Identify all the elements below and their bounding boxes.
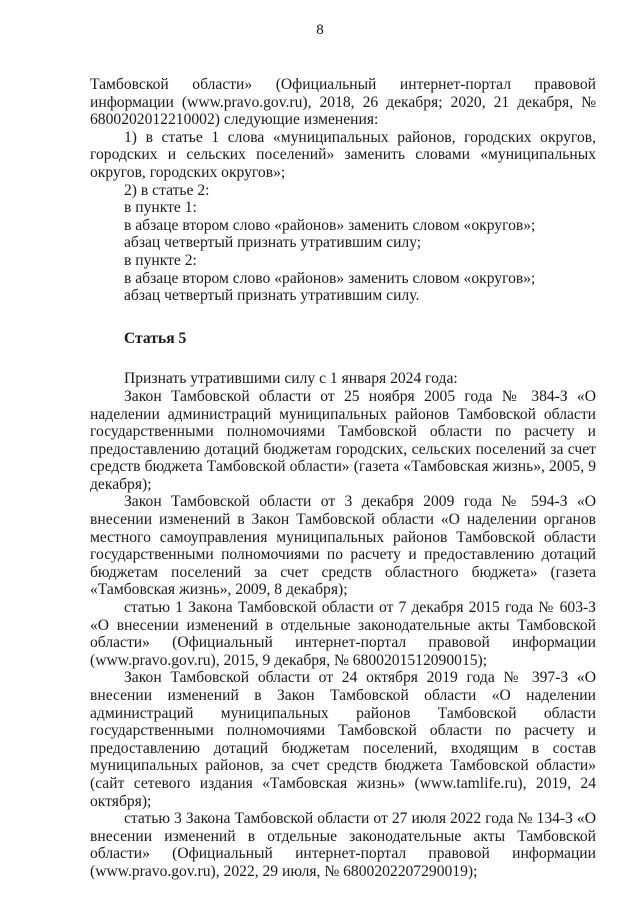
point-1-change: в абзаце втором слово «районов» заменить словом «округов»; [124,216,536,234]
point-2-change: в абзаце втором слово «районов» заменить словом «округов»; [124,269,536,287]
article-heading: Статья 5 [124,329,187,347]
point-1-label: в пункте 1: [124,199,197,217]
repealed-law-2: Закон Тамбовской области от 3 декабря 2009 года № 594-З «О внесении изменений в Закон Тамбовской области «О наделении органов местного самоуправления муниципальных районов Тамбовской области государственными полномочиями по расчету и предоставлению дотаций бюджетам поселений за счет средств областного бюджета» (газета «Тамбовская жизнь», 2009, 8 декабря); [90,493,596,599]
intro-paragraph: Тамбовской области» (Официальный интернет-портал правовой информации (www.pravo.gov.ru), 2018, 26 декабря; 2020, 21 декабря, № 6800202012210002) следующие изменения: [90,76,596,129]
repealed-law-5: статью 3 Закона Тамбовской области от 27 июля 2022 года № 134-З «О внесении изменений в отдельные законодательные акты Тамбовской области» (Официальный интернет-портал правовой информации (www.pravo.gov.ru), 2022, 29 июля, № 6800202207290019); [90,810,596,880]
page-number: 8 [316,22,324,38]
point-2-repeal: абзац четвертый признать утратившим силу. [124,287,420,305]
repealed-law-4: Закон Тамбовской области от 24 октября 2019 года № 397-З «О внесении изменений в Закон Тамбовской области «О наделении администраций муниципальных районов Тамбовской области государственными полномочиями Тамбовской области по расчету и предоставлению дотаций бюджетам поселений, входящим в состав муниципальных районов, за счет средств бюджета Тамбовской области» (сайт сетевого издания «Тамбовская жизнь» (www.tamlife.ru), 2019, 24 октября); [90,669,596,810]
article-lead: Признать утратившими силу с 1 января 2024 года: [124,370,458,388]
amendment-item-2: 2) в статье 2: [124,181,210,199]
repealed-law-3: статью 1 Закона Тамбовской области от 7 декабря 2015 года № 603-З «О внесении изменений в отдельные законодательные акты Тамбовской области» (Официальный интернет-портал правовой информации (www.pravo.gov.ru), 2015, 9 декабря, № 6800201512090015); [90,599,596,669]
point-2-label: в пункте 2: [124,251,197,269]
point-1-repeal: абзац четвертый признать утратившим силу; [124,234,422,252]
repealed-law-1: Закон Тамбовской области от 25 ноября 2005 года № 384-З «О наделении администраций муниципальных районов Тамбовской области государственными полномочиями Тамбовской области по расчету и предоставлению дотаций бюджетам городских, сельских поселений за счет средств бюджета Тамбовской области» (газета «Тамбовская жизнь», 2005, 9 декабря); [90,387,596,493]
document-body [90,76,596,881]
amendment-item-1: 1) в статье 1 слова «муниципальных районов, городских округов, городских и сельских поселений» заменить словами «муниципальных округов, городских округов»; [90,128,596,181]
